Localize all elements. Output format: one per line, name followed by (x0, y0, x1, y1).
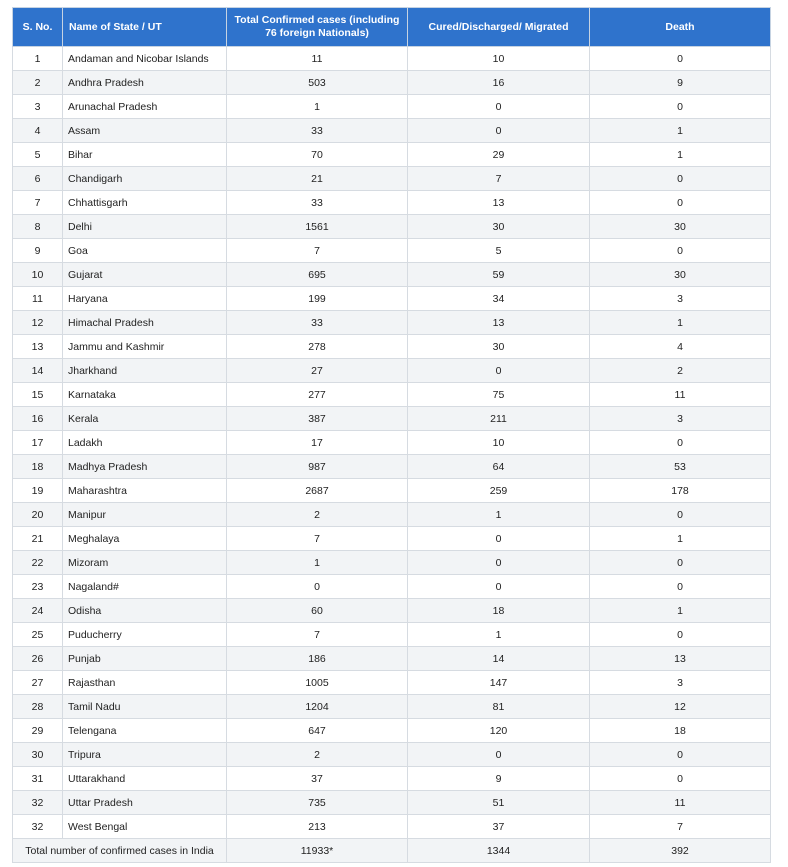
cell-cured: 81 (408, 695, 590, 719)
cell-death: 1 (590, 311, 771, 335)
cell-state-name: Rajasthan (63, 671, 227, 695)
cell-state-name: Odisha (63, 599, 227, 623)
total-label: Total number of confirmed cases in India (13, 839, 227, 863)
cell-state-name: Punjab (63, 647, 227, 671)
cell-cured: 147 (408, 671, 590, 695)
cell-cured: 30 (408, 335, 590, 359)
cell-sno: 25 (13, 623, 63, 647)
table-row (13, 311, 771, 335)
cell-state-name: Andaman and Nicobar Islands (63, 47, 227, 71)
cell-confirmed: 2687 (227, 479, 408, 503)
table-row (13, 671, 771, 695)
cell-confirmed: 277 (227, 383, 408, 407)
cell-sno: 12 (13, 311, 63, 335)
cell-state-name: Haryana (63, 287, 227, 311)
cell-cured: 0 (408, 551, 590, 575)
cell-sno: 29 (13, 719, 63, 743)
cell-death: 30 (590, 263, 771, 287)
cell-death: 0 (590, 575, 771, 599)
cell-death: 12 (590, 695, 771, 719)
cell-state-name: Assam (63, 119, 227, 143)
table-row (13, 575, 771, 599)
header-state-name: Name of State / UT (63, 8, 227, 47)
cell-cured: 16 (408, 71, 590, 95)
total-death: 392 (590, 839, 771, 863)
cell-confirmed: 27 (227, 359, 408, 383)
cell-confirmed: 33 (227, 311, 408, 335)
cell-death: 3 (590, 287, 771, 311)
cell-confirmed: 647 (227, 719, 408, 743)
cell-confirmed: 33 (227, 191, 408, 215)
cell-death: 3 (590, 407, 771, 431)
cell-sno: 17 (13, 431, 63, 455)
table-header (13, 8, 771, 47)
cell-sno: 3 (13, 95, 63, 119)
cell-sno: 1 (13, 47, 63, 71)
cell-death: 11 (590, 383, 771, 407)
cell-confirmed: 1 (227, 95, 408, 119)
table-row (13, 263, 771, 287)
cell-confirmed: 186 (227, 647, 408, 671)
cell-cured: 5 (408, 239, 590, 263)
cell-death: 0 (590, 239, 771, 263)
cell-state-name: Manipur (63, 503, 227, 527)
cell-sno: 7 (13, 191, 63, 215)
cell-confirmed: 199 (227, 287, 408, 311)
cell-state-name: Madhya Pradesh (63, 455, 227, 479)
cell-sno: 18 (13, 455, 63, 479)
cell-state-name: Arunachal Pradesh (63, 95, 227, 119)
cell-confirmed: 7 (227, 527, 408, 551)
cell-confirmed: 987 (227, 455, 408, 479)
cell-state-name: Meghalaya (63, 527, 227, 551)
cell-confirmed: 37 (227, 767, 408, 791)
table-row (13, 455, 771, 479)
cell-confirmed: 17 (227, 431, 408, 455)
table-row (13, 287, 771, 311)
total-row (13, 839, 771, 863)
cell-state-name: Jharkhand (63, 359, 227, 383)
cell-confirmed: 1204 (227, 695, 408, 719)
cell-sno: 32 (13, 815, 63, 839)
cell-confirmed: 735 (227, 791, 408, 815)
cell-sno: 22 (13, 551, 63, 575)
cell-death: 7 (590, 815, 771, 839)
cell-confirmed: 60 (227, 599, 408, 623)
cell-sno: 30 (13, 743, 63, 767)
table-row (13, 95, 771, 119)
header-row (13, 8, 771, 47)
cell-cured: 14 (408, 647, 590, 671)
cell-death: 0 (590, 767, 771, 791)
table-row (13, 551, 771, 575)
cell-sno: 23 (13, 575, 63, 599)
table-row (13, 47, 771, 71)
cell-state-name: West Bengal (63, 815, 227, 839)
header-cured: Cured/Discharged/ Migrated (408, 8, 590, 47)
cell-confirmed: 213 (227, 815, 408, 839)
cell-cured: 30 (408, 215, 590, 239)
cell-cured: 34 (408, 287, 590, 311)
cell-confirmed: 1561 (227, 215, 408, 239)
cell-confirmed: 0 (227, 575, 408, 599)
cell-death: 1 (590, 143, 771, 167)
cell-confirmed: 7 (227, 239, 408, 263)
cell-state-name: Uttarakhand (63, 767, 227, 791)
cell-confirmed: 11 (227, 47, 408, 71)
cell-cured: 0 (408, 119, 590, 143)
cell-sno: 11 (13, 287, 63, 311)
cell-state-name: Bihar (63, 143, 227, 167)
cell-confirmed: 695 (227, 263, 408, 287)
cell-cured: 13 (408, 311, 590, 335)
covid-cases-table (12, 7, 771, 863)
table-row (13, 695, 771, 719)
cell-state-name: Gujarat (63, 263, 227, 287)
cell-state-name: Jammu and Kashmir (63, 335, 227, 359)
cell-confirmed: 70 (227, 143, 408, 167)
table-row (13, 647, 771, 671)
table-row (13, 479, 771, 503)
cell-death: 1 (590, 599, 771, 623)
cell-cured: 75 (408, 383, 590, 407)
cell-cured: 0 (408, 743, 590, 767)
table-row (13, 791, 771, 815)
cell-sno: 2 (13, 71, 63, 95)
cell-cured: 0 (408, 527, 590, 551)
table-body (13, 47, 771, 863)
table-row (13, 815, 771, 839)
cell-cured: 10 (408, 431, 590, 455)
cell-sno: 26 (13, 647, 63, 671)
cell-death: 4 (590, 335, 771, 359)
table-row (13, 623, 771, 647)
table-row (13, 599, 771, 623)
cell-death: 18 (590, 719, 771, 743)
cell-sno: 21 (13, 527, 63, 551)
table-row (13, 119, 771, 143)
cell-state-name: Ladakh (63, 431, 227, 455)
cell-confirmed: 33 (227, 119, 408, 143)
header-confirmed: Total Confirmed cases (including 76 foreign Nationals) (227, 8, 408, 47)
cell-cured: 120 (408, 719, 590, 743)
cell-cured: 18 (408, 599, 590, 623)
cell-confirmed: 2 (227, 503, 408, 527)
table-row (13, 719, 771, 743)
cell-confirmed: 387 (227, 407, 408, 431)
cell-state-name: Nagaland# (63, 575, 227, 599)
cell-death: 9 (590, 71, 771, 95)
cell-sno: 14 (13, 359, 63, 383)
cell-cured: 259 (408, 479, 590, 503)
cell-state-name: Tripura (63, 743, 227, 767)
cell-state-name: Telengana (63, 719, 227, 743)
cell-confirmed: 2 (227, 743, 408, 767)
cell-state-name: Goa (63, 239, 227, 263)
cell-cured: 0 (408, 95, 590, 119)
cell-sno: 24 (13, 599, 63, 623)
cell-state-name: Puducherry (63, 623, 227, 647)
cell-state-name: Andhra Pradesh (63, 71, 227, 95)
cell-sno: 15 (13, 383, 63, 407)
cell-cured: 64 (408, 455, 590, 479)
cell-sno: 8 (13, 215, 63, 239)
cell-confirmed: 21 (227, 167, 408, 191)
cell-death: 178 (590, 479, 771, 503)
table-row (13, 239, 771, 263)
header-sno: S. No. (13, 8, 63, 47)
cell-death: 11 (590, 791, 771, 815)
cell-cured: 1 (408, 623, 590, 647)
total-cured: 1344 (408, 839, 590, 863)
cell-sno: 28 (13, 695, 63, 719)
cell-cured: 0 (408, 575, 590, 599)
cell-confirmed: 503 (227, 71, 408, 95)
table-row (13, 527, 771, 551)
cell-cured: 59 (408, 263, 590, 287)
table-row (13, 767, 771, 791)
cell-death: 0 (590, 431, 771, 455)
cell-confirmed: 7 (227, 623, 408, 647)
cell-death: 0 (590, 47, 771, 71)
cell-cured: 9 (408, 767, 590, 791)
cell-confirmed: 1 (227, 551, 408, 575)
cell-state-name: Maharashtra (63, 479, 227, 503)
table-row (13, 191, 771, 215)
table-row (13, 215, 771, 239)
cell-death: 1 (590, 527, 771, 551)
table-row (13, 407, 771, 431)
cell-sno: 5 (13, 143, 63, 167)
total-confirmed: 11933* (227, 839, 408, 863)
table-row (13, 383, 771, 407)
cell-sno: 19 (13, 479, 63, 503)
cell-cured: 51 (408, 791, 590, 815)
table-row (13, 503, 771, 527)
cell-cured: 37 (408, 815, 590, 839)
cell-death: 0 (590, 167, 771, 191)
cell-confirmed: 278 (227, 335, 408, 359)
cell-death: 53 (590, 455, 771, 479)
cell-state-name: Tamil Nadu (63, 695, 227, 719)
cell-sno: 27 (13, 671, 63, 695)
cell-death: 30 (590, 215, 771, 239)
cell-state-name: Chhattisgarh (63, 191, 227, 215)
cell-death: 1 (590, 119, 771, 143)
cell-death: 2 (590, 359, 771, 383)
table-row (13, 167, 771, 191)
cell-death: 13 (590, 647, 771, 671)
table-row (13, 743, 771, 767)
cell-cured: 10 (408, 47, 590, 71)
cell-sno: 10 (13, 263, 63, 287)
cell-death: 0 (590, 551, 771, 575)
cell-state-name: Himachal Pradesh (63, 311, 227, 335)
header-death: Death (590, 8, 771, 47)
cell-death: 0 (590, 503, 771, 527)
table-row (13, 359, 771, 383)
cell-sno: 20 (13, 503, 63, 527)
table-row (13, 143, 771, 167)
cell-state-name: Chandigarh (63, 167, 227, 191)
cell-state-name: Delhi (63, 215, 227, 239)
cell-sno: 9 (13, 239, 63, 263)
cell-death: 0 (590, 743, 771, 767)
cell-death: 3 (590, 671, 771, 695)
table-row (13, 335, 771, 359)
cell-cured: 7 (408, 167, 590, 191)
cell-state-name: Uttar Pradesh (63, 791, 227, 815)
cell-death: 0 (590, 95, 771, 119)
cell-sno: 6 (13, 167, 63, 191)
cell-cured: 29 (408, 143, 590, 167)
cell-sno: 16 (13, 407, 63, 431)
cell-sno: 4 (13, 119, 63, 143)
table-row (13, 431, 771, 455)
cell-state-name: Kerala (63, 407, 227, 431)
cell-state-name: Mizoram (63, 551, 227, 575)
cell-sno: 32 (13, 791, 63, 815)
cell-death: 0 (590, 191, 771, 215)
cell-cured: 0 (408, 359, 590, 383)
cell-cured: 13 (408, 191, 590, 215)
cell-sno: 13 (13, 335, 63, 359)
cell-confirmed: 1005 (227, 671, 408, 695)
cell-cured: 1 (408, 503, 590, 527)
table-row (13, 71, 771, 95)
cell-cured: 211 (408, 407, 590, 431)
cell-death: 0 (590, 623, 771, 647)
cell-state-name: Karnataka (63, 383, 227, 407)
cell-sno: 31 (13, 767, 63, 791)
